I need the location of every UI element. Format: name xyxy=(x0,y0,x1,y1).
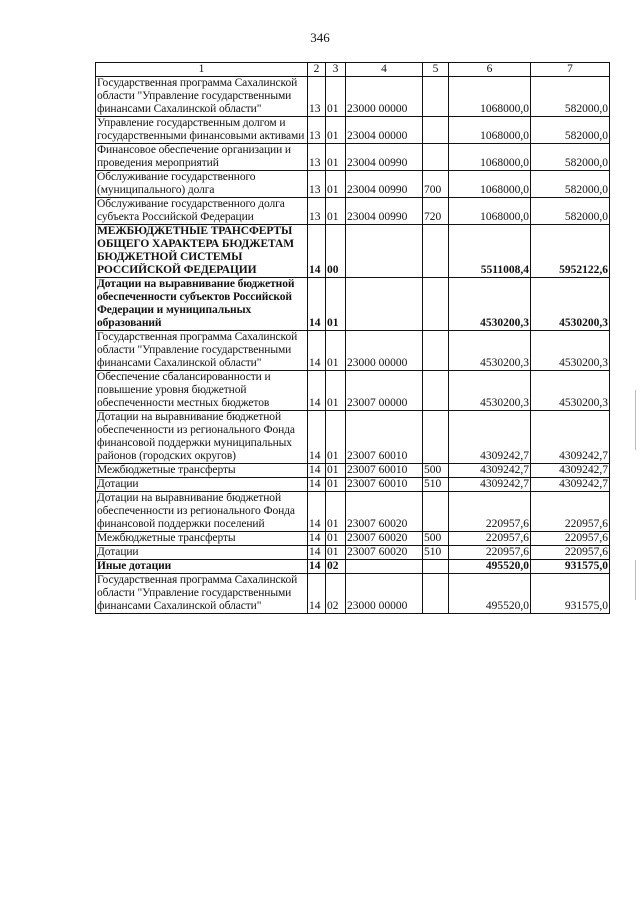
cell-amount-col7: 4309242,7 xyxy=(531,478,610,492)
cell-section: 14 xyxy=(308,478,326,492)
cell-amount-col7: 582000,0 xyxy=(531,144,610,171)
cell-expense-type: 720 xyxy=(423,198,449,225)
cell-amount-col7: 220957,6 xyxy=(531,492,610,532)
cell-target-article: 23004 00990 xyxy=(346,198,423,225)
cell-name: Дотации на выравнивание бюджетной обеспеченности из регионального Фонда финансовой поддержки поселений xyxy=(96,492,308,532)
page-number: 346 xyxy=(310,30,330,45)
cell-amount-col7: 220957,6 xyxy=(531,532,610,546)
cell-subsection: 01 xyxy=(326,117,346,144)
cell-amount-col7: 5952122,6 xyxy=(531,225,610,278)
table-row xyxy=(96,532,610,546)
table-body xyxy=(96,77,610,614)
cell-subsection: 00 xyxy=(326,225,346,278)
table-row xyxy=(96,574,610,614)
table-row xyxy=(96,331,610,371)
cell-amount-col6: 5511008,4 xyxy=(449,225,531,278)
table-row xyxy=(96,560,610,574)
cell-amount-col7: 4530200,3 xyxy=(531,278,610,331)
cell-section: 14 xyxy=(308,371,326,411)
cell-expense-type xyxy=(423,278,449,331)
cell-section: 14 xyxy=(308,331,326,371)
cell-expense-type: 510 xyxy=(423,546,449,560)
cell-subsection: 01 xyxy=(326,371,346,411)
cell-name: Межбюджетные трансферты xyxy=(96,464,308,478)
cell-amount-col7: 4309242,7 xyxy=(531,411,610,464)
cell-amount-col7: 582000,0 xyxy=(531,117,610,144)
header-col-4: 4 xyxy=(346,63,423,77)
table-row xyxy=(96,478,610,492)
cell-name: Управление государственным долгом и государственными финансовыми активами xyxy=(96,117,308,144)
table-row xyxy=(96,411,610,464)
cell-target-article xyxy=(346,225,423,278)
cell-expense-type xyxy=(423,144,449,171)
cell-section: 13 xyxy=(308,77,326,117)
header-col-5: 5 xyxy=(423,63,449,77)
cell-name: Финансовое обеспечение организации и проведения мероприятий xyxy=(96,144,308,171)
cell-target-article: 23000 00000 xyxy=(346,77,423,117)
cell-amount-col6: 220957,6 xyxy=(449,492,531,532)
cell-name: Обеспечение сбалансированности и повышение уровня бюджетной обеспеченности местных бюджетов xyxy=(96,371,308,411)
cell-section: 13 xyxy=(308,171,326,198)
cell-amount-col7: 931575,0 xyxy=(531,560,610,574)
cell-amount-col7: 220957,6 xyxy=(531,546,610,560)
cell-amount-col6: 1068000,0 xyxy=(449,198,531,225)
cell-name: Дотации на выравнивание бюджетной обеспеченности субъектов Российской Федерации и муниципальных образований xyxy=(96,278,308,331)
cell-amount-col6: 220957,6 xyxy=(449,532,531,546)
cell-name: Дотации xyxy=(96,478,308,492)
cell-target-article: 23007 60020 xyxy=(346,546,423,560)
cell-section: 14 xyxy=(308,492,326,532)
cell-expense-type: 700 xyxy=(423,171,449,198)
cell-target-article: 23000 00000 xyxy=(346,574,423,614)
cell-amount-col6: 495520,0 xyxy=(449,574,531,614)
cell-section: 14 xyxy=(308,546,326,560)
cell-expense-type xyxy=(423,117,449,144)
cell-name: Иные дотации xyxy=(96,560,308,574)
cell-target-article: 23007 60020 xyxy=(346,532,423,546)
cell-target-article: 23007 60010 xyxy=(346,478,423,492)
table-row xyxy=(96,198,610,225)
scan-edge-mark xyxy=(635,390,636,450)
cell-target-article: 23004 00000 xyxy=(346,117,423,144)
cell-name: МЕЖБЮДЖЕТНЫЕ ТРАНСФЕРТЫ ОБЩЕГО ХАРАКТЕРА БЮДЖЕТАМ БЮДЖЕТНОЙ СИСТЕМЫ РОССИЙСКОЙ ФЕДЕРАЦИИ xyxy=(96,225,308,278)
cell-section: 13 xyxy=(308,144,326,171)
cell-amount-col6: 4309242,7 xyxy=(449,411,531,464)
cell-name: Дотации на выравнивание бюджетной обеспеченности из регионального Фонда финансовой поддержки муниципальных районов (городских округов) xyxy=(96,411,308,464)
cell-amount-col6: 4309242,7 xyxy=(449,478,531,492)
cell-amount-col6: 4309242,7 xyxy=(449,464,531,478)
cell-amount-col6: 1068000,0 xyxy=(449,171,531,198)
cell-subsection: 01 xyxy=(326,492,346,532)
cell-subsection: 01 xyxy=(326,546,346,560)
cell-target-article: 23007 60020 xyxy=(346,492,423,532)
cell-section: 14 xyxy=(308,560,326,574)
cell-amount-col7: 4309242,7 xyxy=(531,464,610,478)
cell-amount-col6: 4530200,3 xyxy=(449,278,531,331)
cell-expense-type xyxy=(423,331,449,371)
table-row xyxy=(96,171,610,198)
cell-subsection: 01 xyxy=(326,77,346,117)
cell-amount-col7: 582000,0 xyxy=(531,171,610,198)
budget-table xyxy=(95,62,610,614)
cell-section: 13 xyxy=(308,117,326,144)
cell-name: Обслуживание государственного долга субъекта Российской Федерации xyxy=(96,198,308,225)
scan-edge-mark xyxy=(635,560,636,600)
cell-subsection: 01 xyxy=(326,171,346,198)
cell-target-article xyxy=(346,560,423,574)
table-row xyxy=(96,546,610,560)
cell-expense-type: 500 xyxy=(423,464,449,478)
cell-expense-type xyxy=(423,574,449,614)
cell-subsection: 01 xyxy=(326,144,346,171)
table-row xyxy=(96,278,610,331)
cell-target-article: 23007 60010 xyxy=(346,411,423,464)
cell-target-article xyxy=(346,278,423,331)
table-row xyxy=(96,464,610,478)
header-row xyxy=(96,63,610,77)
table-row xyxy=(96,77,610,117)
cell-expense-type xyxy=(423,560,449,574)
table-row xyxy=(96,144,610,171)
header-col-7: 7 xyxy=(531,63,610,77)
cell-amount-col6: 1068000,0 xyxy=(449,144,531,171)
cell-subsection: 01 xyxy=(326,532,346,546)
cell-amount-col7: 4530200,3 xyxy=(531,371,610,411)
cell-section: 14 xyxy=(308,278,326,331)
cell-amount-col7: 931575,0 xyxy=(531,574,610,614)
cell-name: Межбюджетные трансферты xyxy=(96,532,308,546)
cell-section: 13 xyxy=(308,198,326,225)
table-row xyxy=(96,225,610,278)
cell-section: 14 xyxy=(308,225,326,278)
cell-expense-type: 510 xyxy=(423,478,449,492)
table-row xyxy=(96,371,610,411)
cell-subsection: 02 xyxy=(326,560,346,574)
cell-expense-type xyxy=(423,77,449,117)
cell-amount-col7: 4530200,3 xyxy=(531,331,610,371)
table-row xyxy=(96,492,610,532)
cell-name: Дотации xyxy=(96,546,308,560)
cell-amount-col6: 495520,0 xyxy=(449,560,531,574)
header-col-1: 1 xyxy=(96,63,308,77)
header-col-3: 3 xyxy=(326,63,346,77)
cell-subsection: 01 xyxy=(326,198,346,225)
table-row xyxy=(96,117,610,144)
cell-expense-type xyxy=(423,492,449,532)
cell-subsection: 01 xyxy=(326,464,346,478)
cell-subsection: 01 xyxy=(326,331,346,371)
cell-section: 14 xyxy=(308,464,326,478)
cell-name: Государственная программа Сахалинской области "Управление государственными финансами Сахалинской области" xyxy=(96,574,308,614)
cell-target-article: 23004 00990 xyxy=(346,171,423,198)
cell-subsection: 02 xyxy=(326,574,346,614)
cell-expense-type xyxy=(423,225,449,278)
cell-target-article: 23004 00990 xyxy=(346,144,423,171)
cell-section: 14 xyxy=(308,411,326,464)
cell-name: Государственная программа Сахалинской области "Управление государственными финансами Сахалинской области" xyxy=(96,331,308,371)
header-col-6: 6 xyxy=(449,63,531,77)
cell-name: Государственная программа Сахалинской области "Управление государственными финансами Сахалинской области" xyxy=(96,77,308,117)
cell-target-article: 23007 60010 xyxy=(346,464,423,478)
cell-section: 14 xyxy=(308,532,326,546)
cell-amount-col6: 220957,6 xyxy=(449,546,531,560)
cell-name: Обслуживание государственного (муниципального) долга xyxy=(96,171,308,198)
cell-amount-col7: 582000,0 xyxy=(531,77,610,117)
cell-subsection: 01 xyxy=(326,478,346,492)
cell-amount-col6: 1068000,0 xyxy=(449,117,531,144)
cell-target-article: 23007 00000 xyxy=(346,371,423,411)
cell-amount-col7: 582000,0 xyxy=(531,198,610,225)
cell-subsection: 01 xyxy=(326,411,346,464)
cell-section: 14 xyxy=(308,574,326,614)
cell-amount-col6: 4530200,3 xyxy=(449,331,531,371)
cell-amount-col6: 4530200,3 xyxy=(449,371,531,411)
cell-expense-type xyxy=(423,411,449,464)
cell-subsection: 01 xyxy=(326,278,346,331)
cell-target-article: 23000 00000 xyxy=(346,331,423,371)
cell-expense-type xyxy=(423,371,449,411)
cell-expense-type: 500 xyxy=(423,532,449,546)
header-col-2: 2 xyxy=(308,63,326,77)
cell-amount-col6: 1068000,0 xyxy=(449,77,531,117)
